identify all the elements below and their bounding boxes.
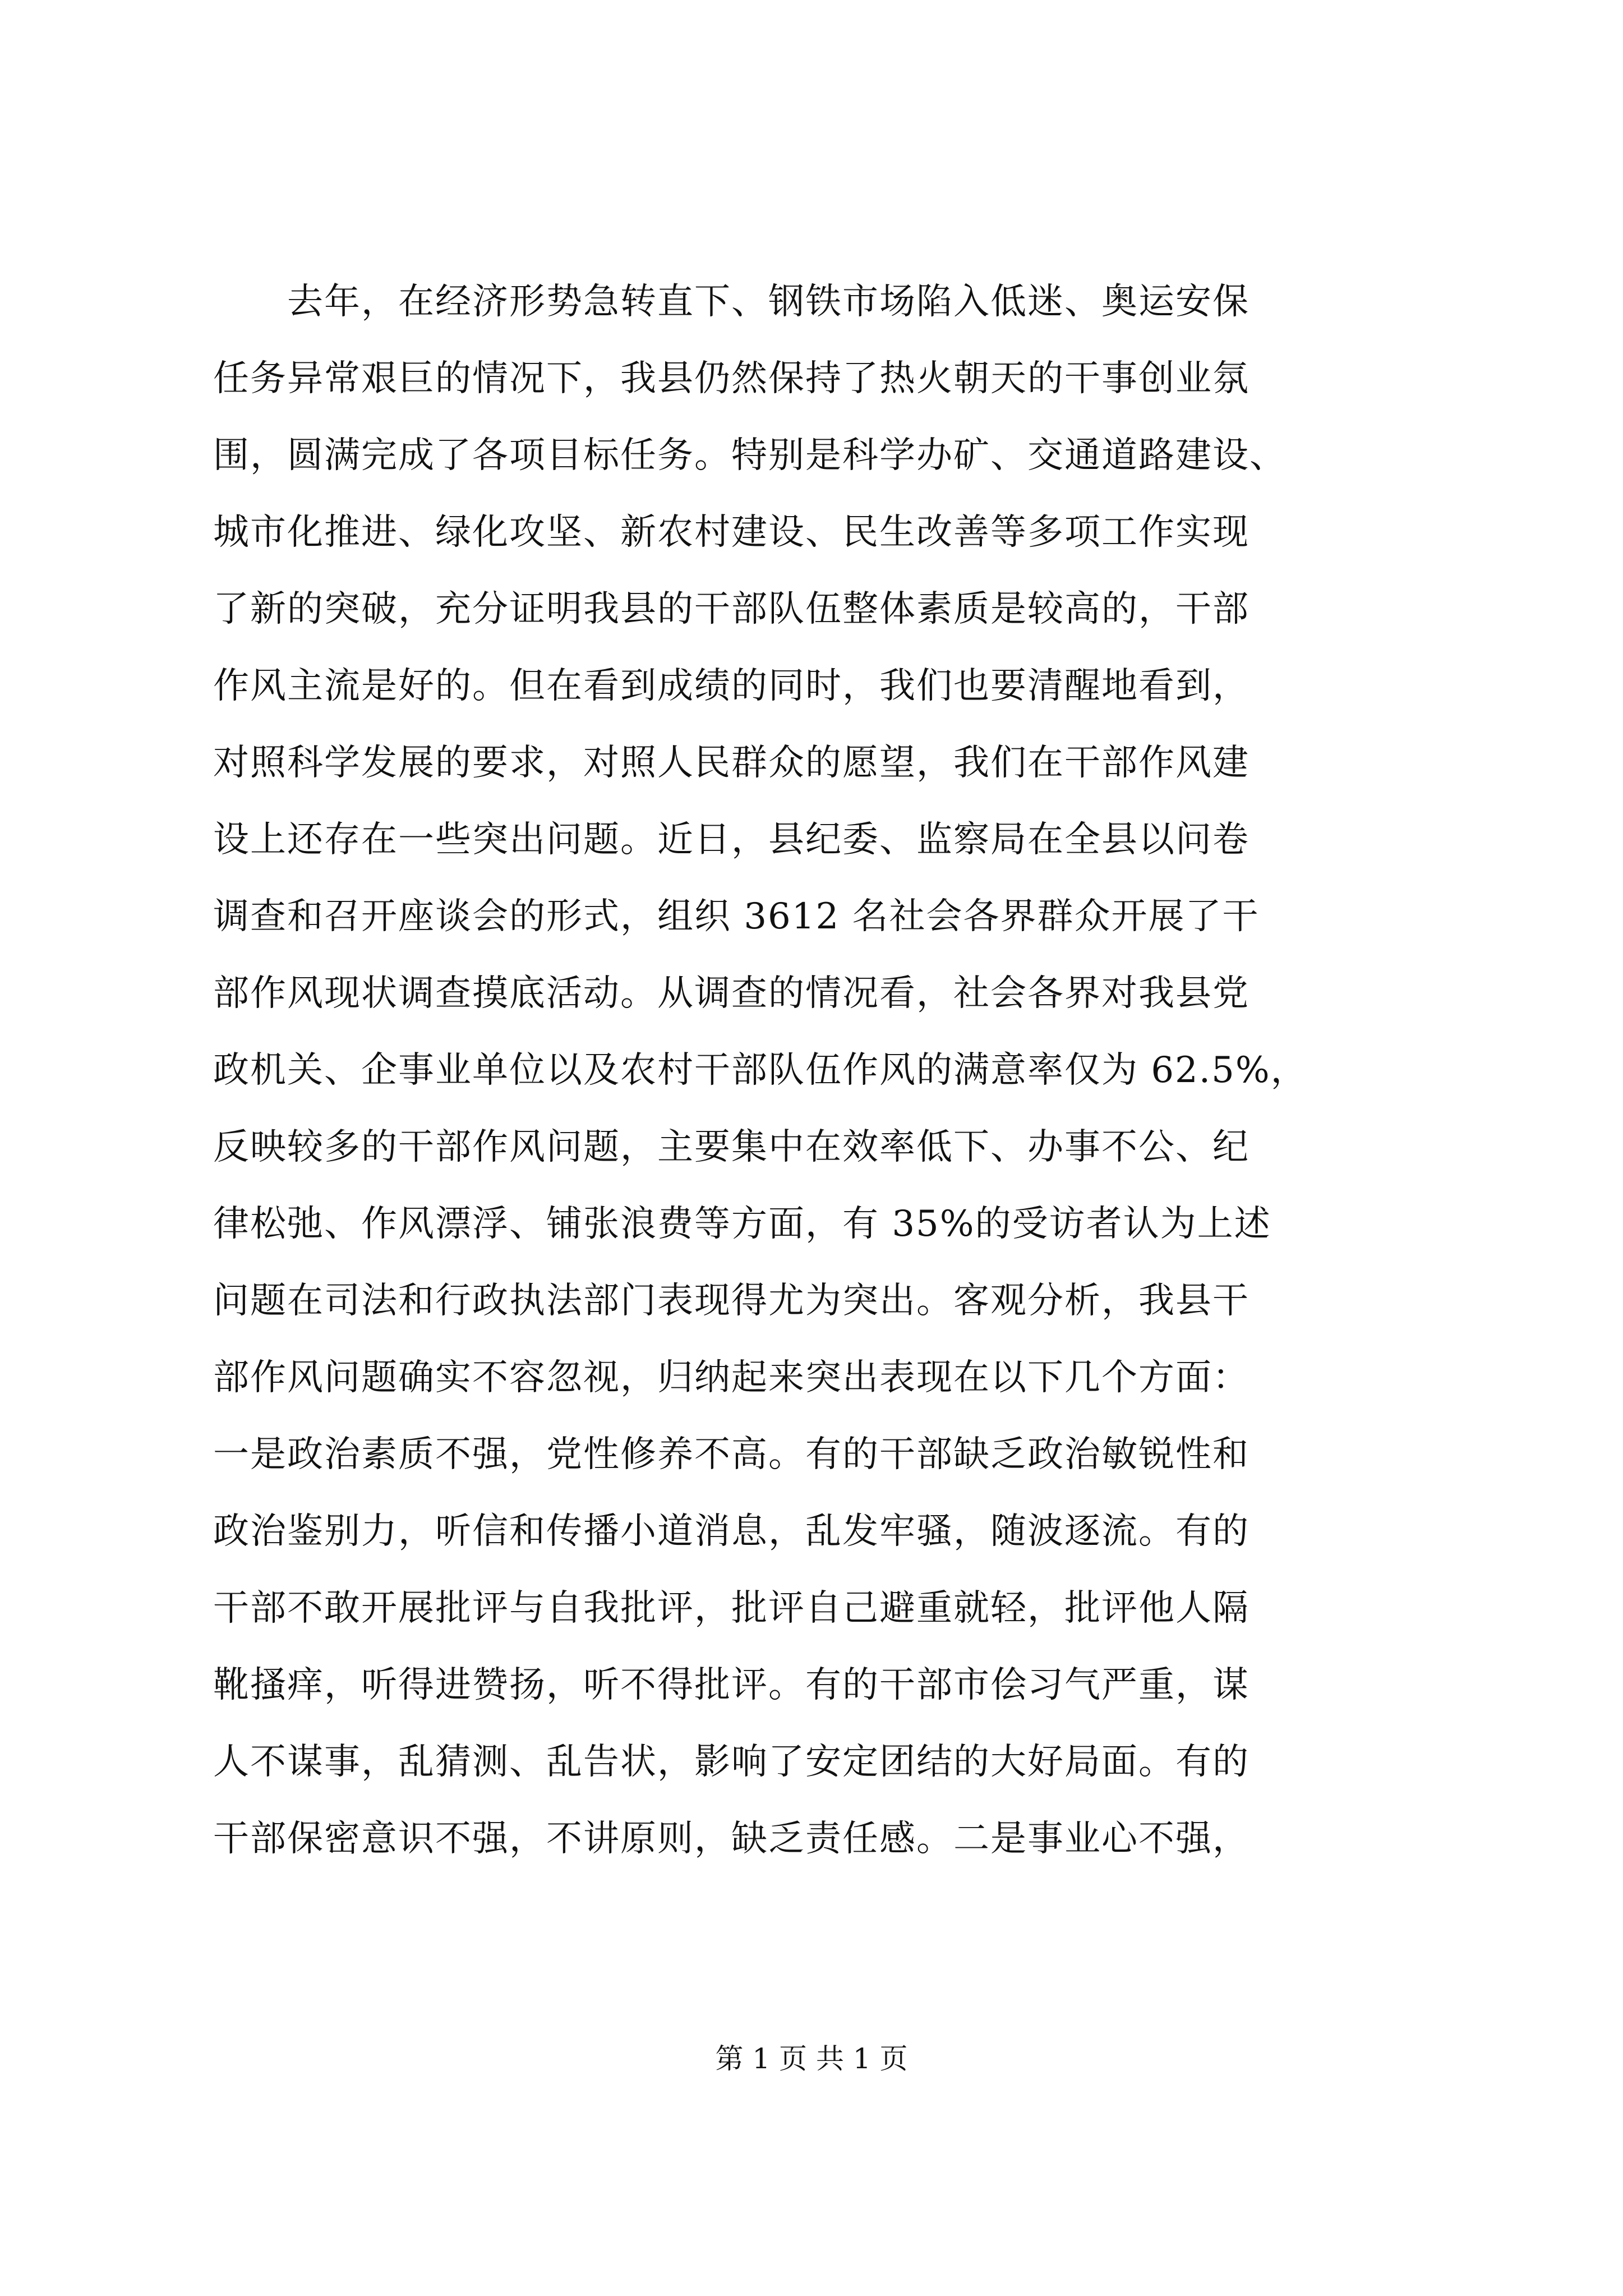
text-line: 去年，在经济形势急转直下、钢铁市场陷入低迷、奥运安保 — [213, 281, 1249, 323]
text-line: 作风主流是好的。但在看到成绩的同时，我们也要清醒地看到， — [213, 665, 1249, 707]
text-line: 部作风现状调查摸底活动。从调查的情况看，社会各界对我县党 — [213, 973, 1249, 1014]
page-number-footer: 第 1 页 共 1 页 — [715, 2042, 908, 2075]
text-line: 政机关、企事业单位以及农村干部队伍作风的满意率仅为 62.5%， — [213, 1050, 1308, 1091]
text-line: 干部不敢开展批评与自我批评，批评自己避重就轻，批评他人隔 — [213, 1588, 1249, 1629]
text-line: 城市化推进、绿化攻坚、新农村建设、民生改善等多项工作实现 — [213, 512, 1249, 553]
text-line: 政治鉴别力，听信和传播小道消息，乱发牢骚，随波逐流。有的 — [213, 1511, 1249, 1552]
text-line: 人不谋事，乱猜测、乱告状，影响了安定团结的大好局面。有的 — [213, 1741, 1249, 1783]
text-line: 对照科学发展的要求，对照人民群众的愿望，我们在干部作风建 — [213, 742, 1249, 784]
text-line: 问题在司法和行政执法部门表现得尤为突出。客观分析，我县干 — [213, 1280, 1249, 1322]
body-paragraph — [213, 264, 1424, 1878]
text-line: 靴搔痒，听得进赞扬，听不得批评。有的干部市侩习气严重，谋 — [213, 1664, 1249, 1706]
text-line: 围，圆满完成了各项目标任务。特别是科学办矿、交通道路建设、 — [213, 435, 1287, 476]
text-line: 干部保密意识不强，不讲原则，缺乏责任感。二是事业心不强， — [213, 1818, 1249, 1860]
text-line: 设上还存在一些突出问题。近日，县纪委、监察局在全县以问卷 — [213, 819, 1249, 861]
text-line: 一是政治素质不强，党性修养不高。有的干部缺乏政治敏锐性和 — [213, 1434, 1249, 1475]
text-line: 任务异常艰巨的情况下，我县仍然保持了热火朝天的干事创业氛 — [213, 358, 1249, 399]
text-line: 反映较多的干部作风问题，主要集中在效率低下、办事不公、纪 — [213, 1126, 1249, 1168]
text-line: 了新的突破，充分证明我县的干部队伍整体素质是较高的，干部 — [213, 588, 1249, 630]
text-line: 律松弛、作风漂浮、铺张浪费等方面，有 35%的受访者认为上述 — [213, 1203, 1271, 1245]
text-line: 部作风问题确实不容忽视，归纳起来突出表现在以下几个方面： — [213, 1357, 1249, 1398]
text-line: 调查和召开座谈会的形式，组织 3612 名社会各界群众开展了干 — [213, 896, 1260, 937]
